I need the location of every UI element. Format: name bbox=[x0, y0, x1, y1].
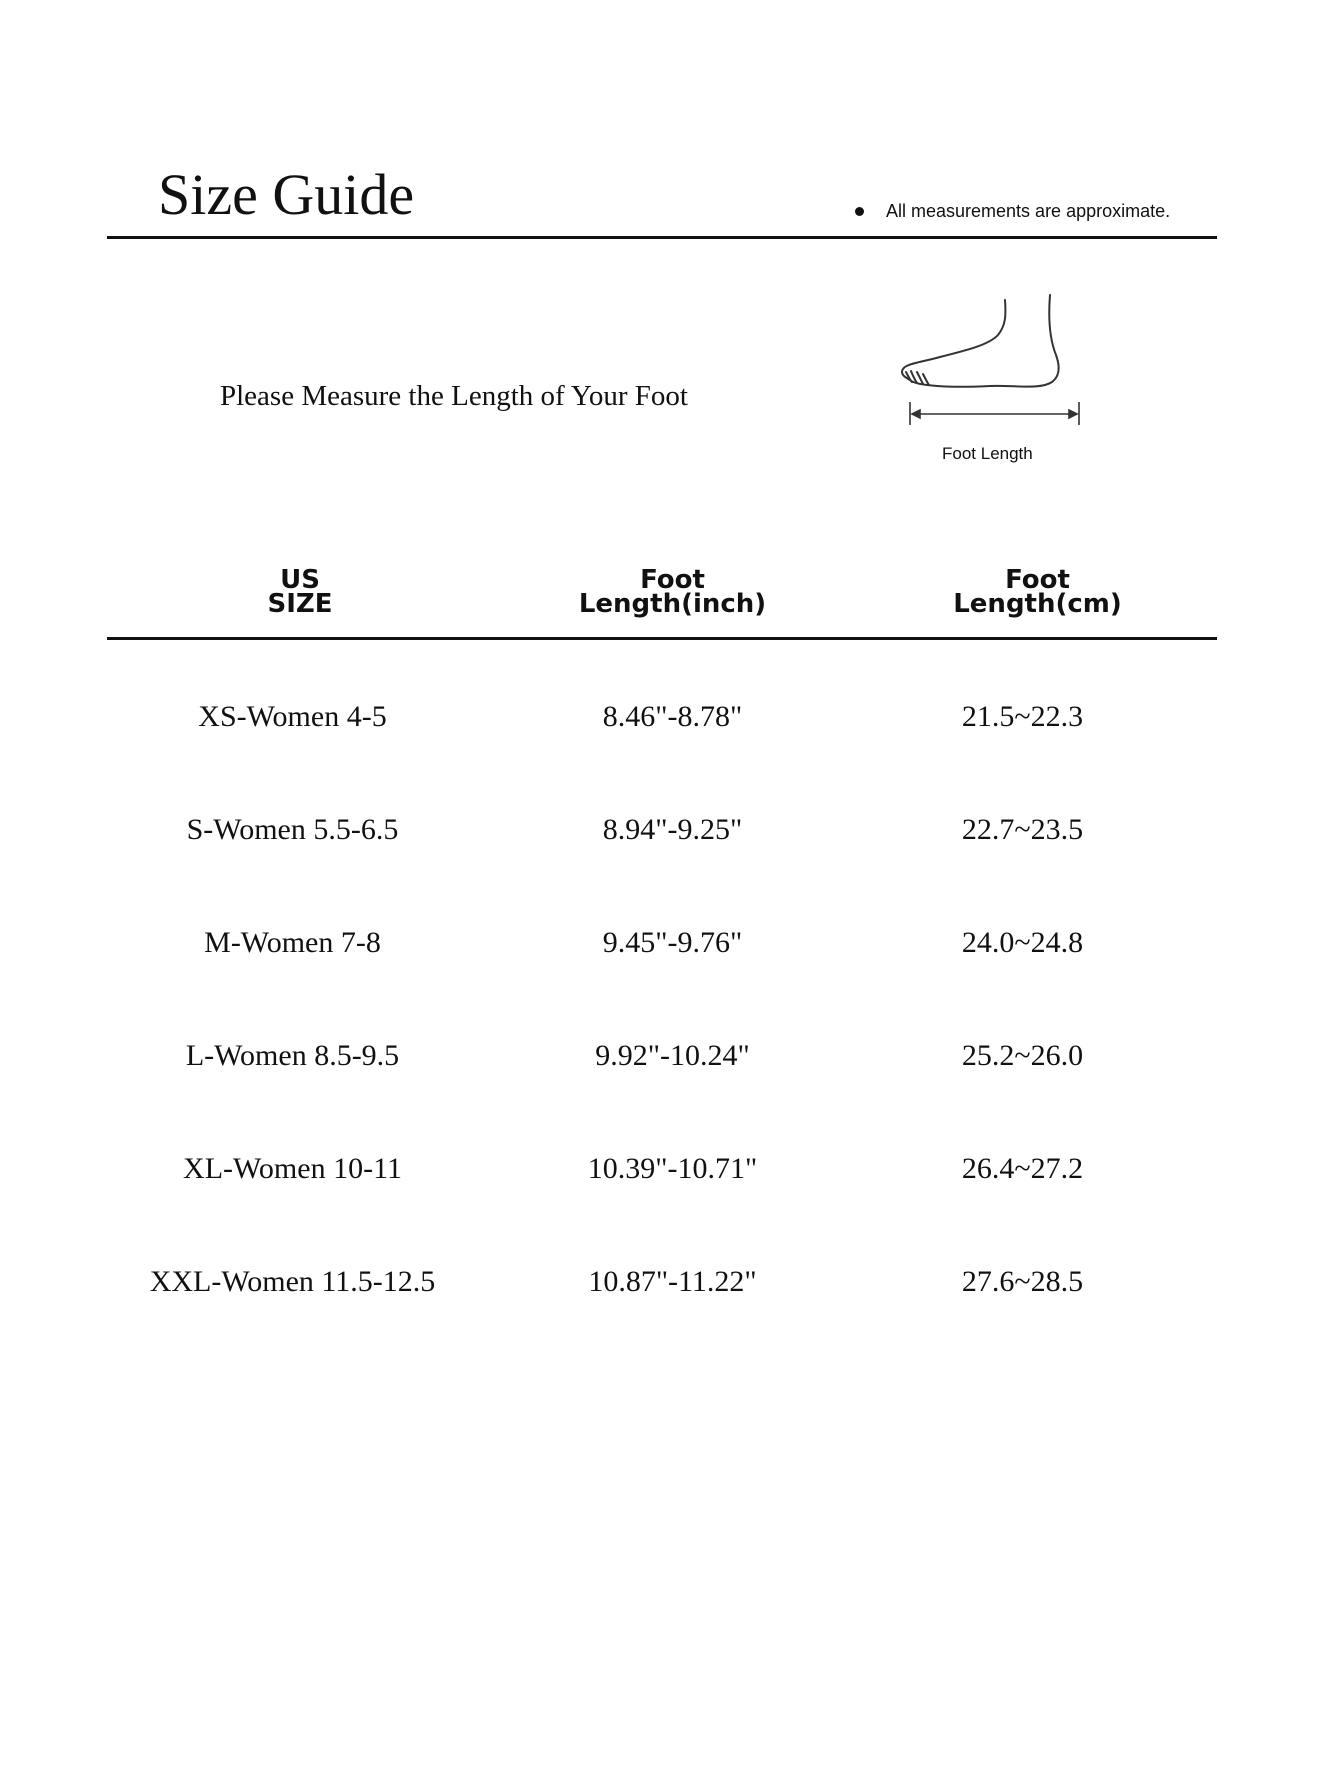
column-header-line: Foot bbox=[1005, 565, 1070, 595]
cm-cell: 25.2~26.0 bbox=[961, 1039, 1084, 1072]
inch-cell: 8.94"-9.25" bbox=[602, 813, 743, 846]
inch-cell: 10.39"-10.71" bbox=[587, 1152, 758, 1185]
size-cell: XS-Women 4-5 bbox=[198, 700, 387, 733]
approximate-note-text: All measurements are approximate. bbox=[886, 201, 1171, 221]
cm-cell: 22.7~23.5 bbox=[961, 813, 1084, 846]
approximate-note bbox=[855, 201, 1170, 222]
column-header-us-size bbox=[200, 565, 400, 619]
inch-cell: 10.87"-11.22" bbox=[588, 1265, 757, 1298]
inch-cell: 8.46"-8.78" bbox=[602, 700, 743, 733]
table-row bbox=[0, 1265, 1340, 1325]
inch-cell: 9.92"-10.24" bbox=[595, 1039, 750, 1072]
column-header-line: Length(cm) bbox=[953, 589, 1122, 619]
foot-illustration bbox=[880, 290, 1080, 470]
size-cell: L-Women 8.5-9.5 bbox=[185, 1039, 400, 1072]
column-header-line: Length(inch) bbox=[578, 589, 767, 619]
cm-cell: 24.0~24.8 bbox=[961, 926, 1084, 959]
size-cell: M-Women 7-8 bbox=[204, 926, 381, 959]
table-row bbox=[0, 926, 1340, 986]
table-row bbox=[0, 1152, 1340, 1212]
page-title: Size Guide bbox=[158, 162, 415, 227]
size-cell: S-Women 5.5-6.5 bbox=[186, 813, 399, 846]
table-row bbox=[0, 700, 1340, 760]
foot-icon bbox=[880, 290, 1080, 470]
cm-cell: 27.6~28.5 bbox=[961, 1265, 1084, 1298]
size-cell: XXL-Women 11.5-12.5 bbox=[149, 1265, 436, 1298]
inch-cell: 9.45"-9.76" bbox=[602, 926, 743, 959]
column-header-line: SIZE bbox=[267, 589, 333, 619]
cm-cell: 21.5~22.3 bbox=[961, 700, 1084, 733]
table-row bbox=[0, 1039, 1340, 1099]
foot-length-label: Foot Length bbox=[942, 444, 1033, 463]
size-cell: XL-Women 10-11 bbox=[183, 1152, 402, 1185]
header-divider bbox=[107, 637, 1217, 640]
column-header-foot-length-cm bbox=[935, 565, 1140, 619]
cm-cell: 26.4~27.2 bbox=[961, 1152, 1084, 1185]
measure-instruction: Please Measure the Length of Your Foot bbox=[220, 380, 688, 412]
column-header-line: Foot bbox=[640, 565, 705, 595]
bullet-icon bbox=[855, 207, 864, 216]
title-divider bbox=[107, 236, 1217, 239]
column-header-line: US bbox=[280, 565, 320, 595]
table-row bbox=[0, 813, 1340, 873]
column-header-foot-length-inch bbox=[570, 565, 775, 619]
